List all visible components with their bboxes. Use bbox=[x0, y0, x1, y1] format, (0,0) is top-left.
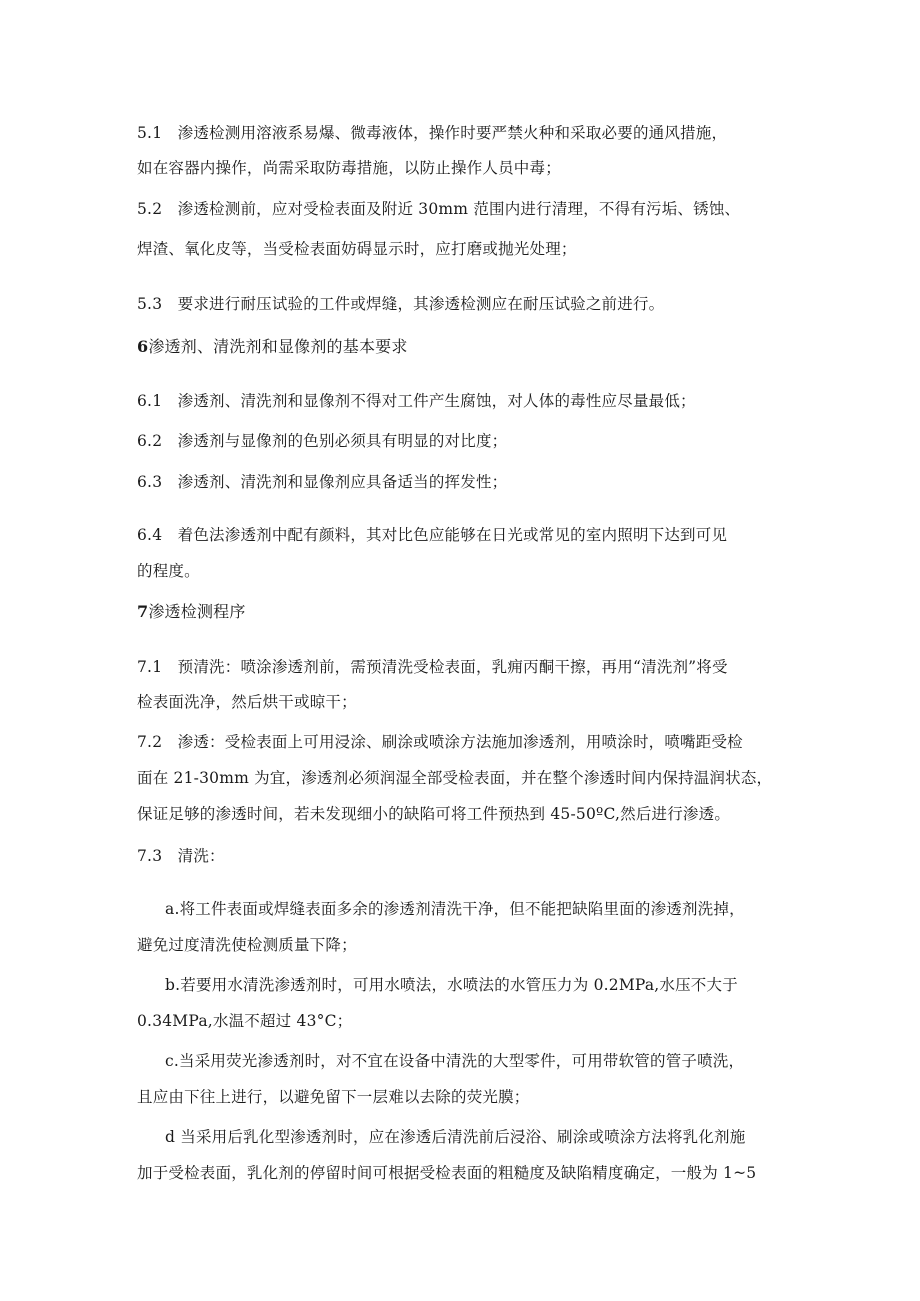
section-7-heading bbox=[137, 601, 246, 623]
item-d-line-1: d 当采用后乳化型渗透剂时，应在渗透后清洗前后浸浴、刷涂或喷涂方法将乳化剂施 bbox=[165, 1128, 746, 1146]
para-text: 渗透检测前，应对受检表面及附近 30mm 范围内进行清理，不得有污垢、锈蚀、 bbox=[177, 200, 741, 218]
para-5-3-line-1 bbox=[137, 293, 664, 315]
para-7-2-line-2: 面在 21-30mm 为宜，渗透剂必须润湿全部受检表面，并在整个渗透时间内保持温润状态， bbox=[137, 769, 773, 787]
section-number: 7 bbox=[137, 602, 149, 621]
item-b-line-2: 0.34MPa,水温不超过 43°C； bbox=[137, 1012, 353, 1030]
para-text: 渗透剂、清洗剂和显像剂不得对工件产生腐蚀，对人体的毒性应尽量最低； bbox=[177, 392, 696, 410]
para-number: 7.3 bbox=[137, 847, 163, 865]
item-b-line-1: b.若要用水清洗渗透剂时，可用水喷法，水喷法的水管压力为 0.2MPa,水压不大于 bbox=[165, 976, 738, 994]
para-7-2-line-1 bbox=[137, 731, 743, 753]
para-number: 7.1 bbox=[137, 658, 163, 676]
para-text: 要求进行耐压试验的工件或焊缝，其渗透检测应在耐压试验之前进行。 bbox=[177, 295, 665, 313]
para-text: 渗透剂与显像剂的色别必须具有明显的对比度； bbox=[177, 432, 508, 450]
para-text: 清洗： bbox=[177, 847, 225, 865]
para-number: 6.3 bbox=[137, 473, 163, 491]
section-title: 渗透剂、清洗剂和显像剂的基本要求 bbox=[148, 337, 408, 356]
section-6-heading bbox=[137, 336, 408, 358]
para-number: 7.2 bbox=[137, 733, 163, 751]
para-text: 渗透检测用溶液系易爆、微毒液体，操作时要严禁火种和采取必要的通风措施， bbox=[177, 124, 728, 142]
para-7-3-line-1 bbox=[137, 845, 225, 867]
para-number: 6.1 bbox=[137, 392, 163, 410]
item-c-line-1: c.当采用荧光渗透剂时，对不宜在设备中清洗的大型零件，可用带软管的管子喷洗， bbox=[165, 1052, 745, 1070]
para-text: 渗透：受检表面上可用浸涂、刷涂或喷涂方法施加渗透剂，用喷涂时，喷嘴距受检 bbox=[177, 733, 743, 751]
item-d-line-2: 加于受检表面，乳化剂的停留时间可根据受检表面的粗糙度及缺陷精度确定，一般为 1~5 bbox=[137, 1164, 757, 1182]
para-5-1-line-2: 如在容器内操作，尚需采取防毒措施，以防止操作人员中毒； bbox=[137, 159, 561, 177]
section-number: 6 bbox=[137, 337, 149, 356]
para-text: 渗透剂、清洗剂和显像剂应具备适当的挥发性； bbox=[177, 473, 508, 491]
para-6-4-line-1 bbox=[137, 524, 727, 546]
para-number: 5.3 bbox=[137, 295, 163, 313]
para-6-1-line-1 bbox=[137, 390, 696, 412]
item-a-line-2: 避免过度清洗使检测质量下降； bbox=[137, 936, 357, 954]
para-6-4-line-2: 的程度。 bbox=[137, 562, 200, 580]
para-7-1-line-2: 检表面洗净，然后烘干或晾干； bbox=[137, 693, 357, 711]
para-6-2-line-1 bbox=[137, 430, 507, 452]
para-5-1-line-1 bbox=[137, 122, 727, 144]
para-number: 6.2 bbox=[137, 432, 163, 450]
para-5-2-line-2: 焊渣、氧化皮等，当受检表面妨碍显示时，应打磨或抛光处理； bbox=[137, 240, 577, 258]
section-title: 渗透检测程序 bbox=[148, 602, 246, 621]
para-7-2-line-3: 保证足够的渗透时间，若未发现细小的缺陷可将工件预热到 45-50ºC,然后进行渗透。 bbox=[137, 805, 731, 823]
para-text: 预清洗：喷涂渗透剂前，需预清洗受检表面，乳痈丙酮干擦，再用“清洗剂”将受 bbox=[177, 658, 728, 676]
para-number: 5.1 bbox=[137, 124, 163, 142]
para-5-2-line-1 bbox=[137, 198, 740, 220]
para-6-3-line-1 bbox=[137, 471, 507, 493]
para-7-1-line-1 bbox=[137, 656, 728, 678]
para-number: 6.4 bbox=[137, 526, 163, 544]
item-c-line-2: 且应由下往上进行，以避免留下一层难以去除的荧光膜； bbox=[137, 1088, 530, 1106]
para-text: 着色法渗透剂中配有颜料，其对比色应能够在日光或常见的室内照明下达到可见 bbox=[177, 526, 728, 544]
item-a-line-1: a.将工件表面或焊缝表面多余的渗透剂清洗干净，但不能把缺陷里面的渗透剂洗掉， bbox=[165, 900, 745, 918]
para-number: 5.2 bbox=[137, 200, 163, 218]
